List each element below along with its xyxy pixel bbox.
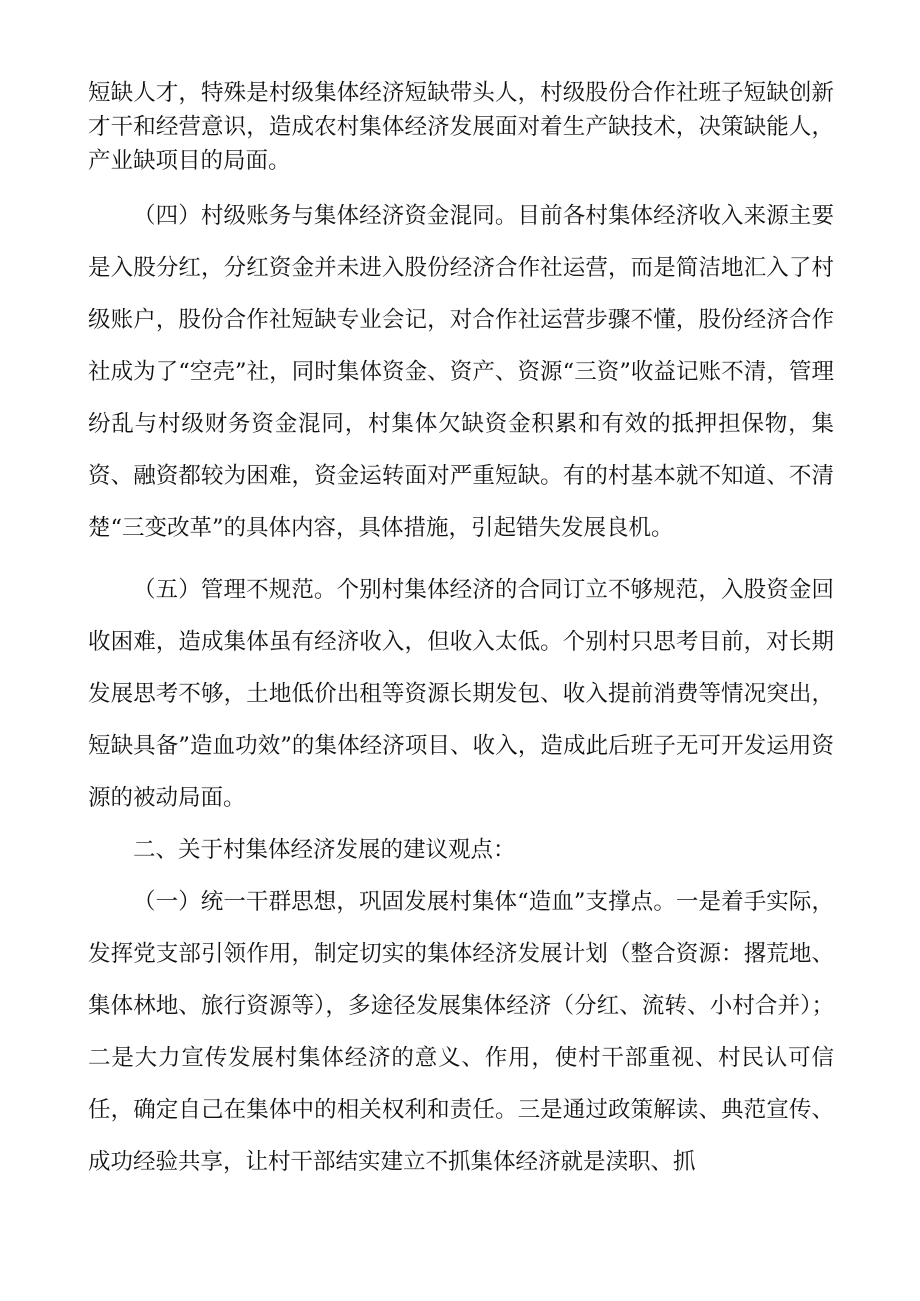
paragraph-continuation: 短缺人才，特殊是村级集体经济短缺带头人，村级股份合作社班子短缺创新才干和经营意识，造成农村集体经济发展面对着生产缺技术，决策缺能人，产业缺项目的局面。 (88, 80, 834, 174)
paragraph-section-5: （五）管理不规范。个别村集体经济的合同订立不够规范，入股资金回收困难，造成集体虽有经济收入，但收入太低。个别村只思考目前，对长期发展思考不够，土地低价出租等资源长期发包、收入提前消费等情况突出，短缺具备”造血功效”的集体经济项目、收入，造成此后班子无可开发运用资源的被动局面。 (88, 577, 834, 811)
paragraph-section-4: （四）村级账务与集体经济资金混同。目前各村集体经济收入来源主要是入股分红，分红资金并未进入股份经济合作社运营，而是简洁地汇入了村级账户，股份合作社短缺专业会记，对合作社运营步骤不懂，股份经济合作社成为了“空壳”社，同时集体资金、资产、资源“三资”收益记账不清，管理纷乱与村级财务资金混同，村集体欠缺资金积累和有效的抵押担保物，集资、融资都较为困难，资金运转面对严重短缺。有的村基本就不知道、不清楚“三变改革”的具体内容，具体措施，引起错失发展良机。 (88, 203, 834, 541)
section-heading-suggestions: 二、关于村集体经济发展的建议观点： (133, 837, 516, 863)
paragraph-suggestion-1: （一）统一干群思想，巩固发展村集体“造血”支撑点。一是着手实际，发挥党支部引领作用，制定切实的集体经济发展计划（整合资源：撂荒地、集体林地、旅行资源等），多途径发展集体经济（分红、流转、小村合并）；二是大力宣传发展村集体经济的意义、作用，使村干部重视、村民认可信任，确定自己在集体中的相关权利和责任。三是通过政策解读、典范宣传、成功经验共享，让村干部结实建立不抓集体经济就是渎职、抓 (88, 889, 834, 1175)
document-body (88, 76, 834, 1188)
